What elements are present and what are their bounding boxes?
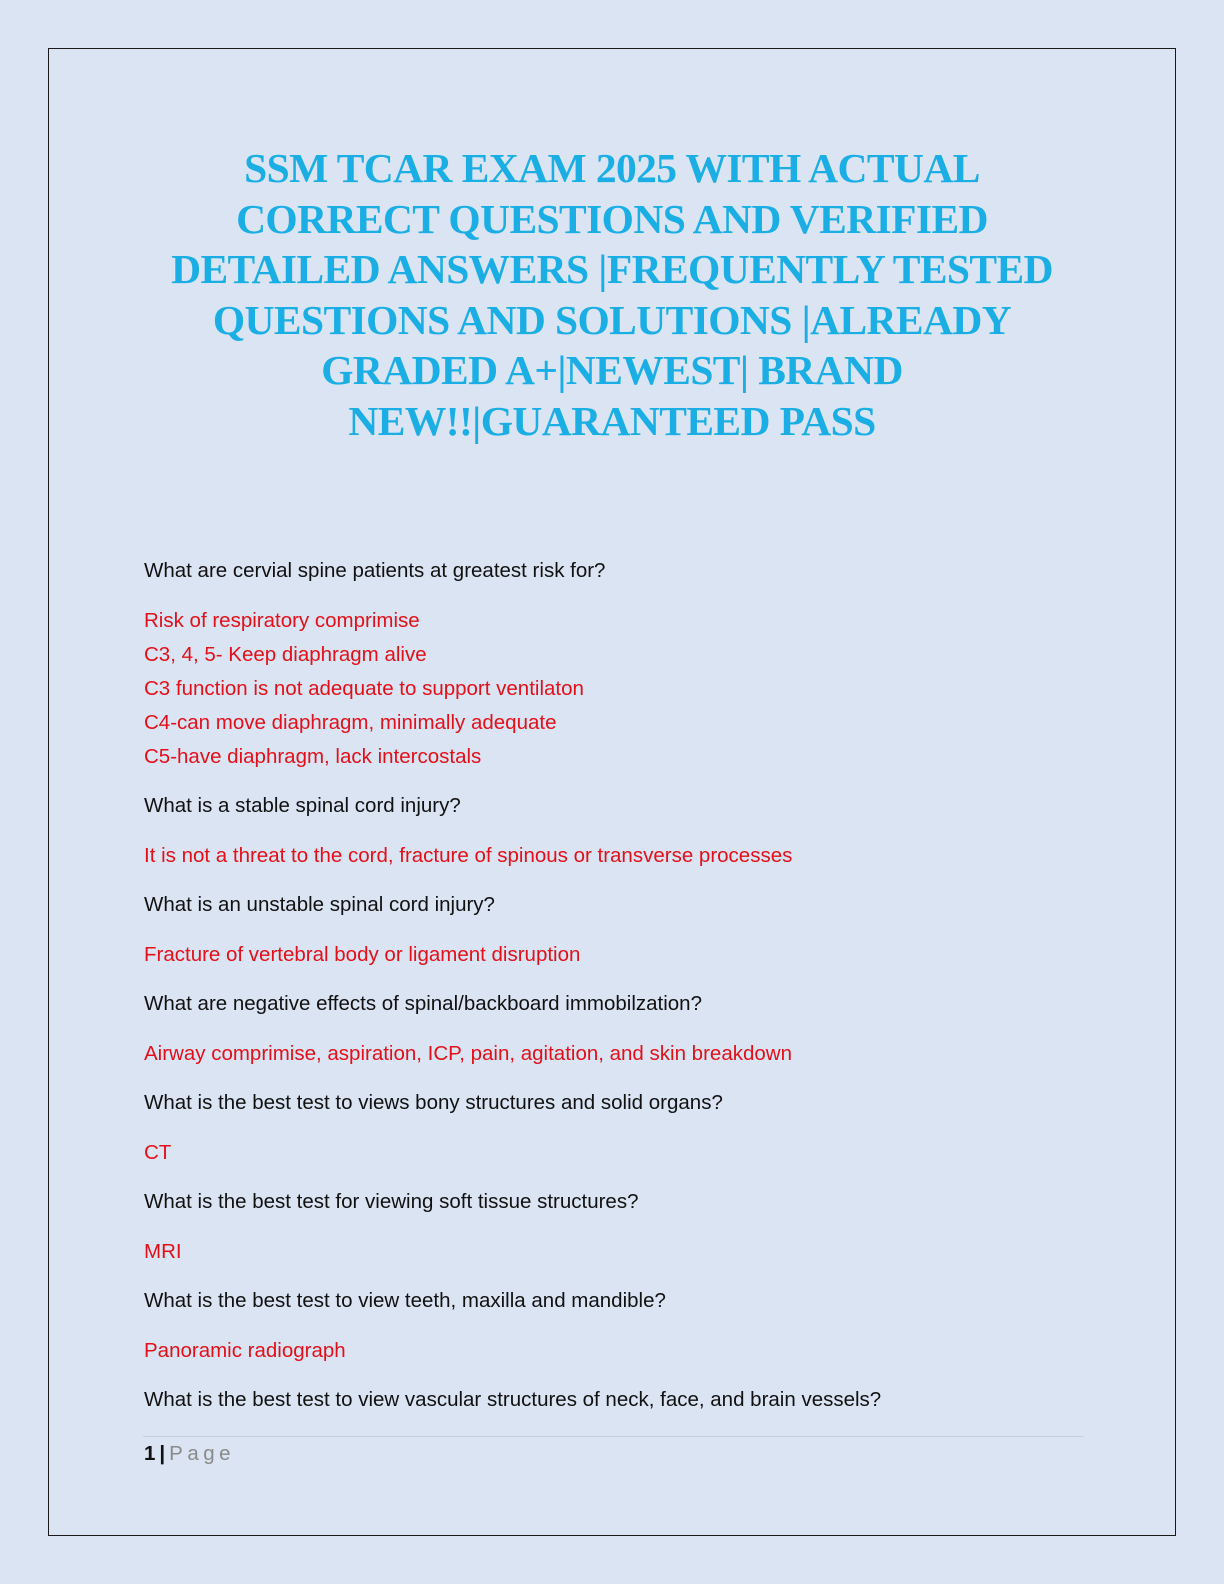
question-text: What is the best test for viewing soft tissue structures? — [144, 1190, 639, 1213]
answer-text: C4-can move diaphragm, minimally adequate — [144, 710, 557, 734]
question-text: What is the best test to view vascular structures of neck, face, and brain vessels? — [144, 1388, 882, 1411]
answer-text: CT — [144, 1140, 172, 1164]
answer-block — [144, 604, 1084, 774]
answer-block — [144, 1136, 1084, 1170]
answer-block — [144, 1235, 1084, 1269]
answer-text: C3, 4, 5- Keep diaphragm alive — [144, 642, 427, 666]
page-label: Page — [169, 1442, 236, 1465]
answer-text: MRI — [144, 1239, 182, 1263]
document-title — [120, 143, 1104, 446]
title-line: SSM TCAR EXAM 2025 WITH ACTUAL — [244, 145, 980, 191]
answer-block — [144, 938, 1084, 972]
question-text: What are negative effects of spinal/backboard immobilzation? — [144, 992, 702, 1015]
title-line: DETAILED ANSWERS |FREQUENTLY TESTED — [171, 246, 1053, 292]
qa-list — [144, 554, 1084, 1433]
answer-block — [144, 1334, 1084, 1368]
answer-text: Fracture of vertebral body or ligament disruption — [144, 942, 581, 966]
answer-text: C5-have diaphragm, lack intercostals — [144, 744, 482, 768]
title-line: NEW!!|GUARANTEED PASS — [348, 397, 876, 444]
page-footer — [144, 1441, 235, 1467]
footer-separator: | — [159, 1442, 166, 1465]
title-line: QUESTIONS AND SOLUTIONS |ALREADY — [212, 296, 1012, 343]
question-text: What is an unstable spinal cord injury? — [144, 893, 495, 916]
answer-text: It is not a threat to the cord, fracture of spinous or transverse processes — [144, 843, 793, 867]
title-line: GRADED A+|NEWEST| BRAND — [321, 347, 903, 393]
title-line: CORRECT QUESTIONS AND VERIFIED — [236, 195, 988, 242]
question-text: What is a stable spinal cord injury? — [144, 794, 461, 817]
answer-block — [144, 1037, 1084, 1071]
answer-text: Panoramic radiograph — [144, 1338, 346, 1362]
answer-text: C3 function is not adequate to support ventilaton — [144, 676, 584, 700]
question-text: What is the best test to views bony structures and solid organs? — [144, 1091, 723, 1114]
answer-text: Risk of respiratory comprimise — [144, 608, 420, 632]
footer-divider — [143, 1436, 1084, 1437]
answer-text: Airway comprimise, aspiration, ICP, pain, agitation, and skin breakdown — [144, 1041, 792, 1065]
question-text: What are cervial spine patients at greatest risk for? — [144, 559, 606, 582]
answer-block — [144, 839, 1084, 873]
page-number: 1 — [144, 1442, 156, 1465]
question-text: What is the best test to view teeth, maxilla and mandible? — [144, 1289, 666, 1312]
